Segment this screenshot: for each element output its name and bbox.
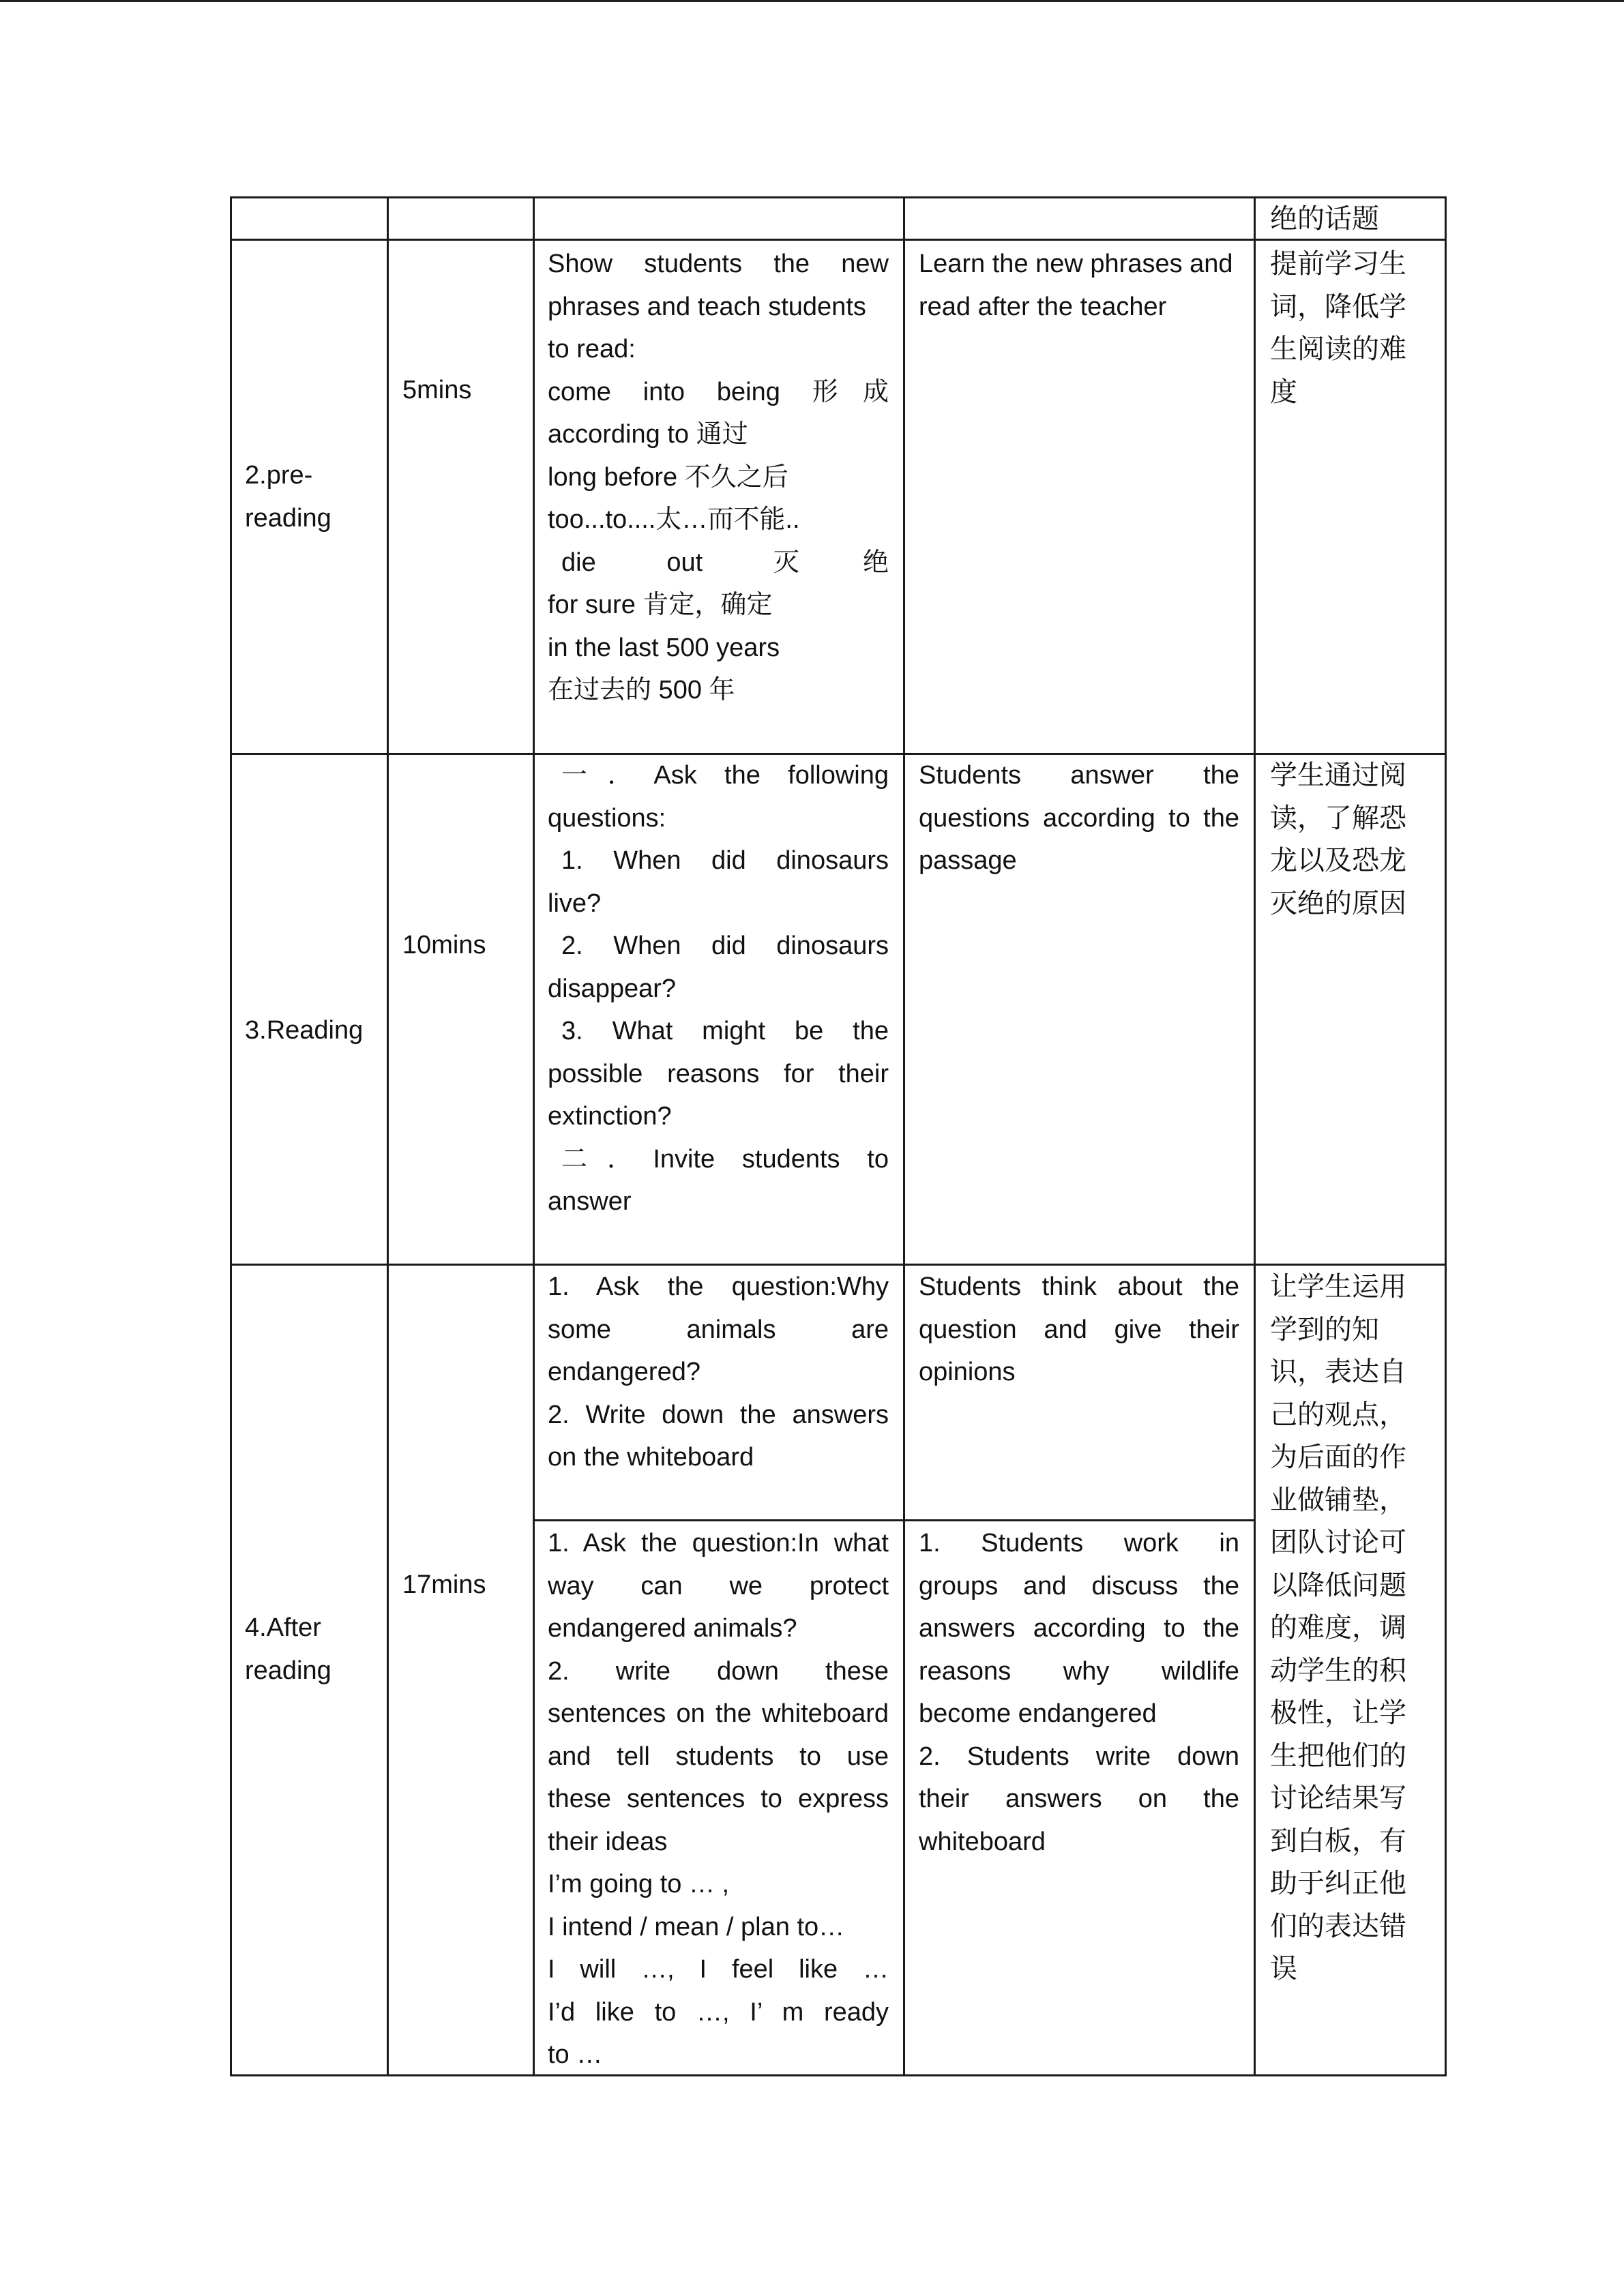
text-line: live? xyxy=(548,889,602,918)
text-line: 3. What might be the xyxy=(561,1017,889,1045)
text-line: 们的表达错 xyxy=(1270,1910,1406,1942)
text-line: too...to....太…而不能.. xyxy=(548,505,800,534)
text-line: 一．Ask the following xyxy=(561,761,889,790)
teacher-activity-reading xyxy=(548,754,889,1223)
text-line: 10mins xyxy=(402,931,486,959)
text-line: 团队讨论可 xyxy=(1270,1527,1406,1558)
text-line: Learn the new phrases and xyxy=(919,250,1233,278)
text-line: phrases and teach students xyxy=(548,292,866,321)
text-line: 1. Ask the question:Why xyxy=(548,1272,889,1301)
text-line: 识，表达自 xyxy=(1270,1356,1406,1388)
text-line: 为后面的作 xyxy=(1270,1442,1406,1473)
purpose-cell-continued xyxy=(1270,198,1441,241)
text-line: 提前学习生 xyxy=(1270,248,1406,280)
text-line: answer xyxy=(548,1187,632,1216)
text-line: for sure 肯定，确定 xyxy=(548,591,773,619)
text-line: 2. write down these xyxy=(548,1656,889,1686)
table-border xyxy=(1445,196,1447,2076)
text-line: 1. When did dinosaurs xyxy=(561,846,889,875)
page-top-border xyxy=(0,0,1624,2)
text-line: I intend / mean / plan to… xyxy=(548,1912,845,1941)
student-activity-reading xyxy=(919,754,1239,882)
text-line: their ideas xyxy=(548,1827,668,1856)
text-line: 动学生的积 xyxy=(1270,1654,1406,1686)
text-line: 1. Students work in xyxy=(919,1529,1239,1557)
teacher-activity-after-reading-b xyxy=(548,1522,889,2076)
text-line: 到白板，有 xyxy=(1270,1825,1406,1857)
text-line: 在过去的 500 年 xyxy=(548,676,735,704)
text-line: 讨论结果写 xyxy=(1270,1783,1406,1814)
text-line: 龙以及恐龙 xyxy=(1270,845,1406,876)
text-line: long before 不久之后 xyxy=(548,462,788,492)
text-line: I will …, I feel like … xyxy=(548,1955,889,1984)
text-line: 度 xyxy=(1270,376,1297,408)
text-line: these sentences to express xyxy=(548,1785,889,1813)
text-line: way can we protect xyxy=(548,1571,889,1600)
table-border xyxy=(230,196,232,2076)
step-cell-after-reading xyxy=(245,1607,381,1692)
purpose-cell-after-reading xyxy=(1270,1266,1441,1991)
text-line: 业做铺垫， xyxy=(1270,1484,1406,1516)
text-line: 误 xyxy=(1270,1953,1297,1984)
text-line: to read: xyxy=(548,335,636,363)
text-line: according to 通过 xyxy=(548,420,748,449)
text-line: on the whiteboard xyxy=(548,1443,754,1472)
text-line: come into being 形成 xyxy=(548,377,889,406)
text-line: whiteboard xyxy=(919,1827,1046,1856)
text-line: 灭绝的原因 xyxy=(1270,887,1406,919)
purpose-cell-pre-reading xyxy=(1270,243,1441,413)
table-border xyxy=(230,196,1447,198)
text-line: extinction? xyxy=(548,1102,672,1131)
table-border xyxy=(387,196,389,2076)
text-line: 5mins xyxy=(402,376,472,404)
text-line: 让学生运用 xyxy=(1270,1271,1406,1302)
student-activity-pre-reading xyxy=(919,243,1239,328)
text-line: possible reasons for their xyxy=(548,1059,889,1088)
text-line: 的难度，调 xyxy=(1270,1612,1406,1643)
text-line: 己的观点， xyxy=(1270,1399,1406,1431)
text-line: 1. Ask the question:In what xyxy=(548,1529,889,1557)
teacher-activity-pre-reading xyxy=(548,243,889,712)
text-line: 生把他们的 xyxy=(1270,1740,1406,1772)
text-line: questions according to the xyxy=(919,803,1239,833)
teacher-activity-after-reading-a xyxy=(548,1266,889,1479)
text-line: to … xyxy=(548,2040,603,2069)
table-border xyxy=(533,1519,1256,1521)
text-line: 读，了解恐 xyxy=(1270,802,1406,834)
text-line: 2. Students write down xyxy=(919,1742,1239,1771)
text-line: passage xyxy=(919,846,1017,875)
table-border xyxy=(1254,196,1256,2076)
text-line: sentences on the whiteboard xyxy=(548,1699,889,1728)
text-line: answers according to the xyxy=(919,1614,1239,1643)
student-activity-after-reading-b xyxy=(919,1522,1239,1863)
time-cell-reading xyxy=(402,924,525,967)
text-line: die out 灭绝 xyxy=(561,548,889,577)
text-line: their answers on the xyxy=(919,1785,1239,1813)
text-line: 3.Reading xyxy=(245,1016,364,1045)
text-line: disappear? xyxy=(548,974,677,1003)
student-activity-after-reading-a xyxy=(919,1266,1239,1394)
text-line: Show students the new xyxy=(548,250,889,278)
text-line: 生阅读的难 xyxy=(1270,333,1406,365)
step-cell-pre-reading xyxy=(245,241,381,753)
text-line: Students answer the xyxy=(919,761,1239,790)
text-line: read after the teacher xyxy=(919,292,1167,321)
table-border xyxy=(230,239,1447,241)
text-line: become endangered xyxy=(919,1699,1157,1728)
text-line: and tell students to use xyxy=(548,1742,889,1771)
text-line: 助于纠正他 xyxy=(1270,1868,1406,1899)
text-line: reasons why wildlife xyxy=(919,1656,1239,1686)
text-line: 二．Invite students to xyxy=(561,1144,889,1174)
text-line: reading xyxy=(245,1656,331,1685)
text-line: 17mins xyxy=(402,1570,486,1599)
time-cell-pre-reading xyxy=(402,369,525,412)
text-line: endangered animals? xyxy=(548,1614,797,1643)
text-line: in the last 500 years xyxy=(548,633,780,662)
text-line: 2.pre- xyxy=(245,461,313,490)
purpose-cell-reading xyxy=(1270,754,1441,925)
text-line: 绝的话题 xyxy=(1270,203,1379,235)
text-line: 4.After xyxy=(245,1613,321,1642)
text-line: 以降低问题 xyxy=(1270,1569,1406,1601)
text-line: 2. When did dinosaurs xyxy=(561,931,889,960)
text-line: groups and discuss the xyxy=(919,1571,1239,1600)
table-border xyxy=(533,196,535,2076)
text-line: 极性，让学 xyxy=(1270,1697,1406,1729)
text-line: I’m going to … , xyxy=(548,1870,730,1898)
text-line: reading xyxy=(245,503,331,533)
text-line: question and give their xyxy=(919,1315,1239,1344)
time-cell-after-reading xyxy=(402,1564,525,1607)
text-line: Students think about the xyxy=(919,1272,1239,1301)
step-cell-reading xyxy=(245,1009,381,1052)
text-line: 词，降低学 xyxy=(1270,290,1406,323)
text-line: opinions xyxy=(919,1358,1016,1386)
text-line: questions: xyxy=(548,803,666,833)
text-line: 2. Write down the answers xyxy=(548,1400,889,1429)
text-line: endangered? xyxy=(548,1358,700,1386)
text-line: 学到的知 xyxy=(1270,1313,1379,1345)
text-line: some animals are xyxy=(548,1315,889,1344)
table-border xyxy=(903,196,905,2076)
text-line: I’d like to …, I’ m ready xyxy=(548,1997,889,2027)
text-line: 学生通过阅 xyxy=(1270,760,1406,791)
